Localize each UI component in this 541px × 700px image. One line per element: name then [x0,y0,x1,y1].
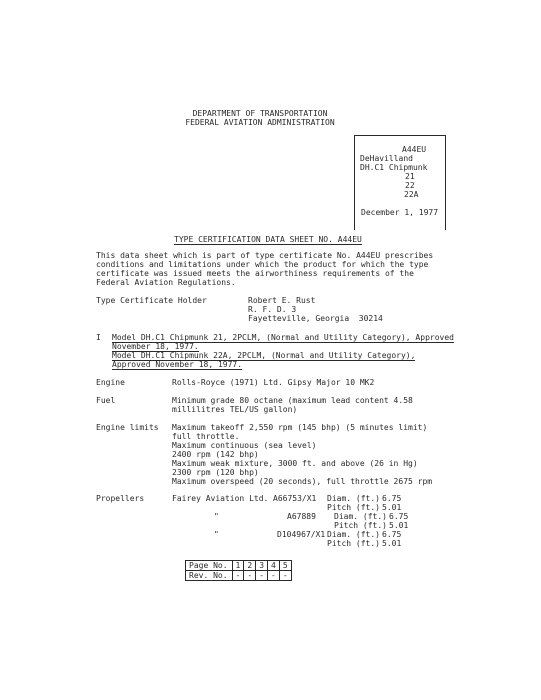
section-line-3: Model DH.C1 Chipmunk 22A, 2PCLM, (Normal and Utility Category), [112,351,416,360]
box-variant-1: 21 [405,172,415,181]
box-maker: DeHavilland [360,154,413,163]
propellers-label: Propellers [96,494,145,503]
page-number-cell: 5 [279,561,291,571]
header-line-2: FEDERAL AVIATION ADMINISTRATION [185,118,335,127]
fuel-line-2: millilitres TEL/US gallon) [172,405,298,414]
propeller-1-pitch: 5.01 [382,503,402,512]
intro-line-2: conditions and limitations under which the product for which the type [96,260,429,269]
holder-label: Type Certificate Holder [96,296,207,305]
section-line-4: Approved November 18, 1977. [112,360,243,369]
page-revision-table [185,560,292,581]
engine-value: Rolls-Royce (1971) Ltd. Gipsy Major 10 MK2 [172,378,375,387]
revision-number-label: Rev. No. [186,571,233,581]
fuel-line-1: Minimum grade 80 octane (maximum lead content 4.58 [172,396,413,405]
box-date: December 1, 1977 [361,208,439,217]
revision-number-cell: - [256,571,268,581]
box-number: A44EU [402,145,427,154]
box-variant-2: 22 [405,181,415,190]
engine-limits-line-1: Maximum takeoff 2,550 rpm (145 bhp) (5 minutes limit) [172,423,428,432]
propeller-2-diam: 6.75 [389,512,409,521]
intro-line-4: Federal Aviation Regulations. [96,278,236,287]
revision-number-cell: - [232,571,244,581]
engine-limits-line-2: full throttle. [172,432,240,441]
propeller-3-pitch: 5.01 [382,539,402,548]
page-title: TYPE CERTIFICATION DATA SHEET NO. A44EU [174,235,362,244]
section-line-1: Model DH.C1 Chipmunk 21, 2PCLM, (Normal and Utility Category), Approved [112,333,454,342]
box-variant-3: 22A [404,190,419,199]
intro-line-3: certificate was issued meets the airworthiness requirements of the [96,269,414,278]
propeller-2-model: A67889 [287,512,316,521]
revision-number-cell: - [244,571,256,581]
ditto-mark-2: " [214,530,219,539]
box-model: DH.C1 Chipmunk [360,163,428,172]
engine-limits-line-6: 2300 rpm (120 bhp) [172,468,259,477]
engine-limits-line-4: 2400 rpm (142 bhp) [172,450,259,459]
page-number-cell: 1 [232,561,244,571]
certificate-corner-box [354,135,446,230]
propeller-3-model: D104967/X1 [277,530,326,539]
page-number-cell: 2 [244,561,256,571]
page-number-cell: 4 [268,561,280,571]
engine-limits-label: Engine limits [96,423,159,432]
propeller-maker: Fairey Aviation Ltd. [172,494,269,503]
engine-label: Engine [96,378,125,387]
revision-number-cell: - [279,571,291,581]
propeller-1-pitch-label: Pitch (ft.) [327,503,380,512]
holder-address-1: R. F. D. 3 [248,305,297,314]
section-line-2: November 18, 1977. [112,342,199,351]
intro-line-1: This data sheet which is part of type certificate No. A44EU prescribes [96,251,434,260]
section-numeral: I [96,333,101,342]
header-line-1: DEPARTMENT OF TRANSPORTATION [192,109,328,118]
engine-limits-line-5: Maximum weak mixture, 3000 ft. and above (26 in Hg) [172,459,418,468]
propeller-3-diam-label: Diam. (ft.) [327,530,380,539]
page-number-cell: 3 [256,561,268,571]
propeller-3-diam: 6.75 [382,530,402,539]
propeller-1-diam-label: Diam. (ft.) [327,494,380,503]
propeller-2-pitch: 5.01 [389,521,409,530]
propeller-2-diam-label: Diam. (ft.) [334,512,387,521]
revision-number-row [186,571,292,581]
propeller-1-model: A66753/X1 [273,494,317,503]
page-number-label: Page No. [186,561,233,571]
engine-limits-line-3: Maximum continuous (sea level) [172,441,317,450]
propeller-1-diam: 6.75 [382,494,402,503]
page-number-row [186,561,292,571]
fuel-label: Fuel [96,396,116,405]
engine-limits-line-7: Maximum overspeed (20 seconds), full throttle 2675 rpm [172,477,433,486]
ditto-mark-1: " [214,512,219,521]
revision-number-cell: - [268,571,280,581]
propeller-2-pitch-label: Pitch (ft.) [334,521,387,530]
holder-address-2: Fayetteville, Georgia 30214 [248,314,383,323]
propeller-3-pitch-label: Pitch (ft.) [327,539,380,548]
holder-name: Robert E. Rust [248,296,316,305]
